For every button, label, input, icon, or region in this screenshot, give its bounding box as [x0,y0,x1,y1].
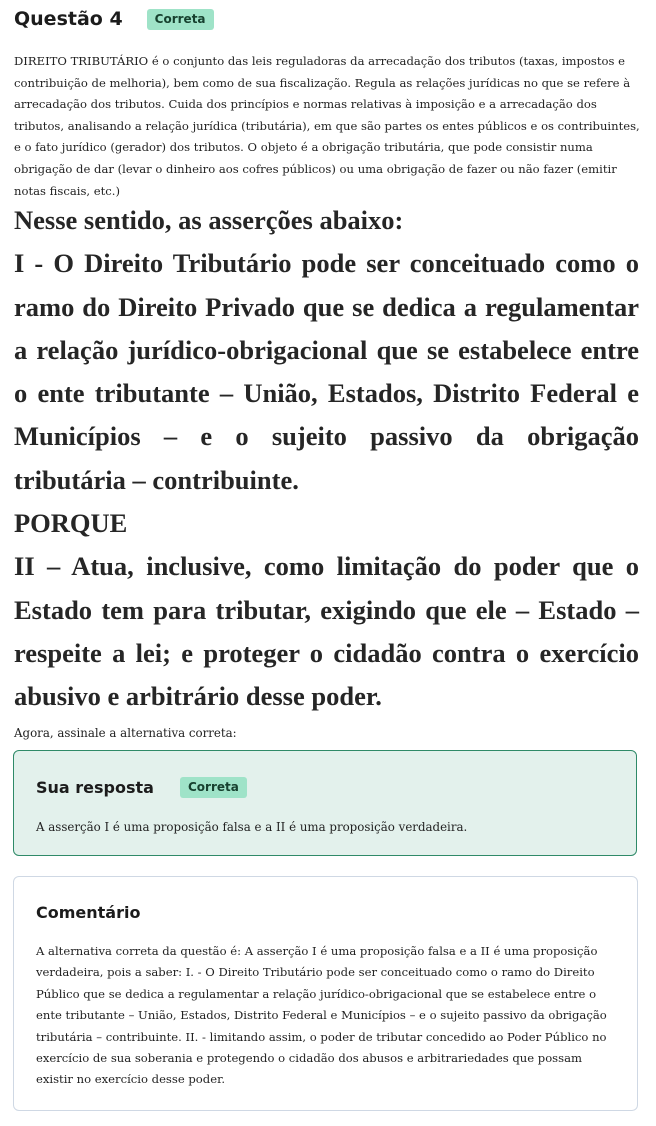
answer-prompt: Agora, assinale a alternativa correta: [14,726,237,740]
your-answer-header [36,777,247,798]
question-intro: DIREITO TRIBUTÁRIO é o conjunto das leis reguladoras da arrecadação dos tributos (taxas, impostos e contribuição de melhoria), bem como de sua fiscalização. Regula as relações jurídicas no que se refere à arrecadação dos tributos. Cuida dos princípios e normas relativas à imposição e a arrecadação dos tributos, analisando a relação jurídica (tributária), em que são partes os entes públicos e os contribuintes, e o fato jurídico (gerador) dos tributos. O objeto é a obrigação tributária, que pode consistir numa obrigação de dar (levar o dinheiro aos cofres públicos) ou uma obrigação de fazer ou não fazer (emitir notas fiscais, etc.) [14,54,640,198]
answer-status-badge: Correta [180,777,247,798]
your-answer-text: A asserção I é uma proposição falsa e a II é uma proposição verdadeira. [36,820,468,834]
comment-card [13,876,638,1111]
question-statement [14,199,639,719]
question-header [14,8,214,30]
comment-title: Comentário [36,903,141,922]
question-title: Questão 4 [14,8,123,30]
your-answer-card [13,750,637,856]
statement-lead: Nesse sentido, as asserções abaixo: [14,205,404,235]
comment-text: A alternativa correta da questão é: A asserção I é uma proposição falsa e a II é uma proposição verdadeira, pois a saber: I. - O Direito Tributário pode ser conceituado como o ramo do Direito Público que se dedica a regulamentar a relação jurídico-obrigacional que se estabelece entre o ente tributante – União, Estados, Distrito Federal e Municípios – e o sujeito passivo da obrigação tributária – contribuinte. II. - limitando assim, o poder de tributar concedido ao Poder Público no exercício de sua soberania e protegendo o cidadão dos abusos e arbitrariedades que possam existir no exercício desse poder. [36,944,607,1087]
assertion-connector: PORQUE [14,508,128,539]
assertion-two: II – Atua, inclusive, como limitação do poder que o Estado tem para tributar, exigindo que ele – Estado – respeite a lei; e proteger o cidadão contra o exercício abusivo e arbitrário desse poder. [14,551,639,712]
assertion-one: I - O Direito Tributário pode ser conceituado como o ramo do Direito Privado que se dedica a regulamentar a relação jurídico-obrigacional que se estabelece entre o ente tributante – União, Estados, Distrito Federal e Municípios – e o sujeito passivo da obrigação tributária – contribuinte. [14,248,639,495]
your-answer-title: Sua resposta [36,778,154,797]
status-badge: Correta [147,9,214,30]
